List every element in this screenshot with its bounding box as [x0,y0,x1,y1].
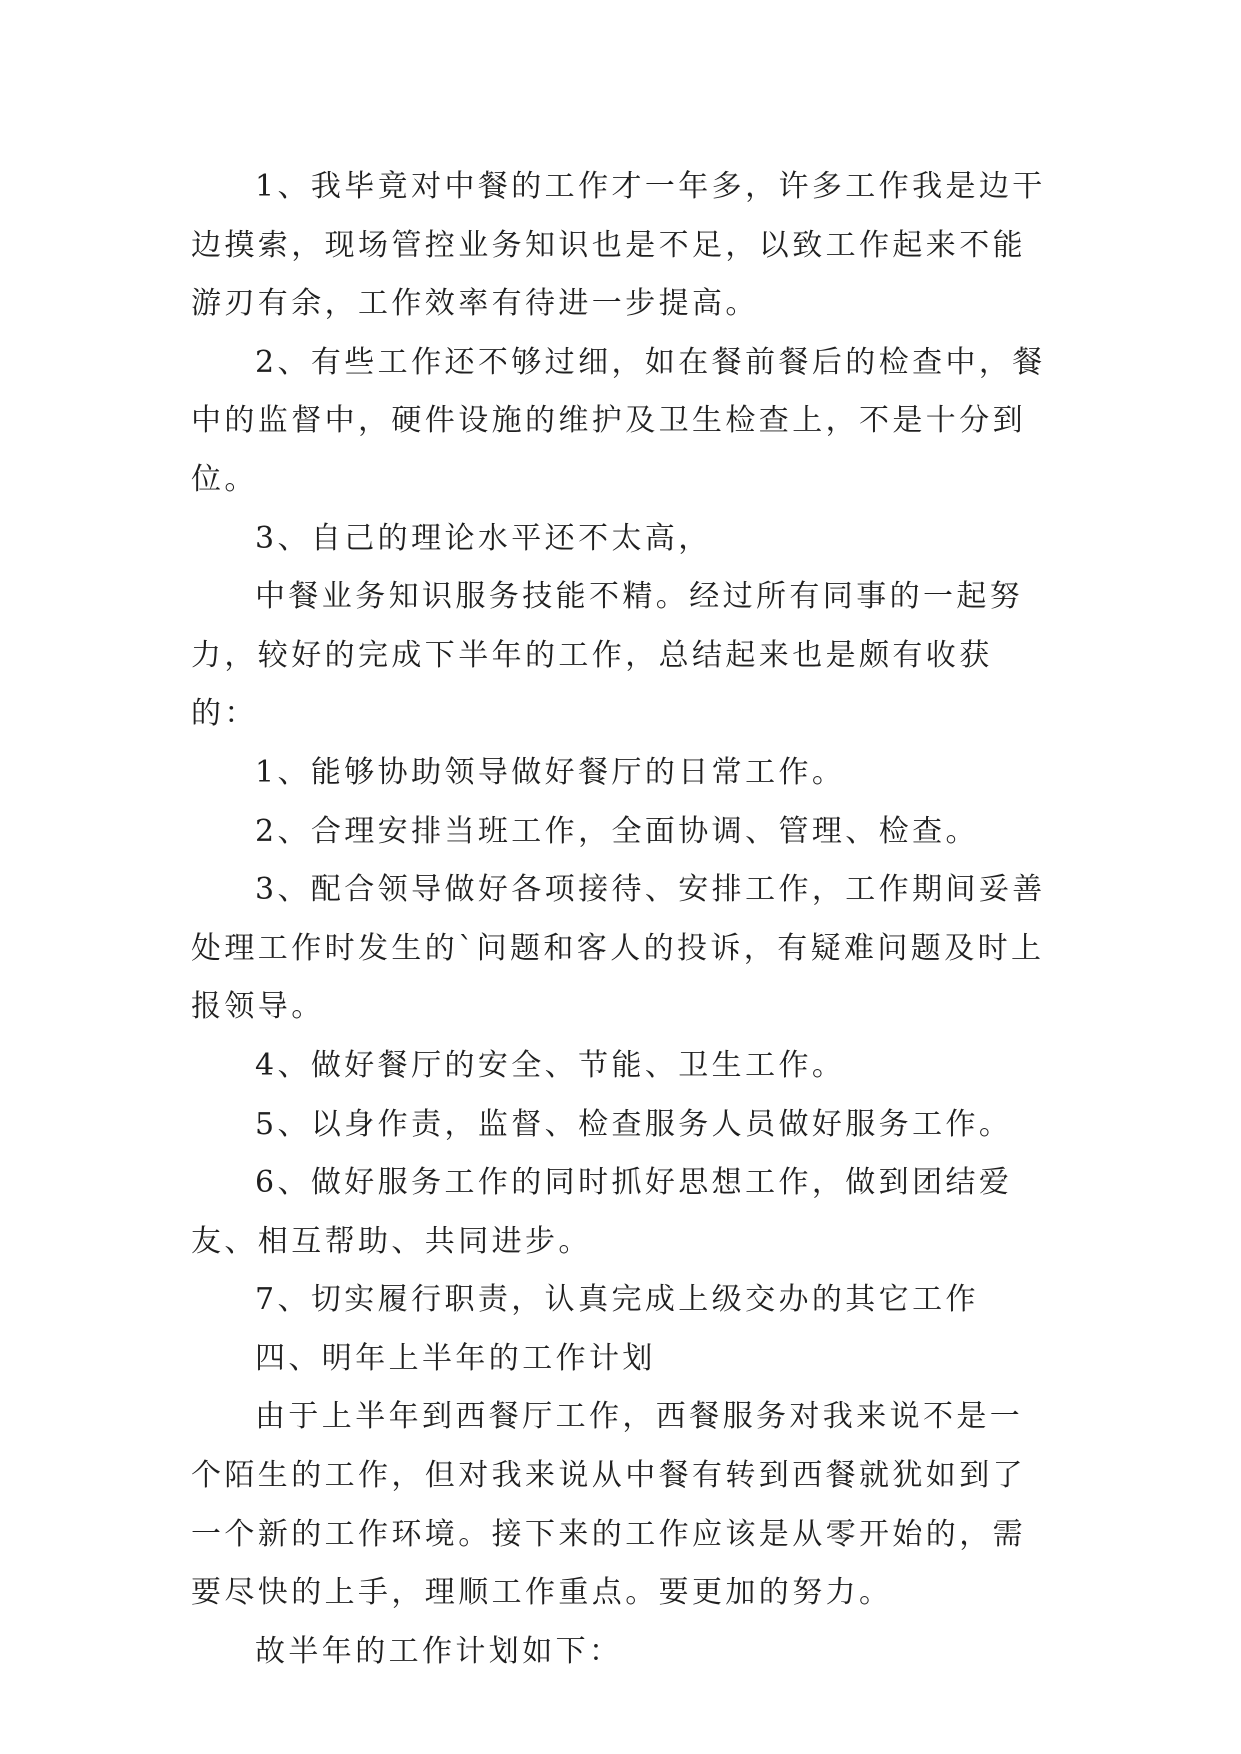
section-heading: 四、明年上半年的工作计划 [255,1340,656,1376]
document-body [191,158,1051,1681]
paragraph: 2、有些工作还不够过细，如在餐前餐后的检查中，餐中的监督中，硬件设施的维护及卫生检查上，不是十分到位。 [191,344,1046,497]
paragraph: 由于上半年到西餐厅工作，西餐服务对我来说不是一个陌生的工作，但对我来说从中餐有转到西餐就犹如到了一个新的工作环境。接下来的工作应该是从零开始的，需要尽快的上手，理顺工作重点。要更加的努力。 [191,1399,1026,1611]
paragraph: 2、合理安排当班工作，全面协调、管理、检查。 [255,813,979,849]
paragraph: 1、能够协助领导做好餐厅的日常工作。 [255,754,846,790]
paragraph: 1、我毕竟对中餐的工作才一年多，许多工作我是边干边摸索，现场管控业务知识也是不足，以致工作起来不能游刃有余，工作效率有待进一步提高。 [191,169,1046,322]
paragraph: 6、做好服务工作的同时抓好思想工作，做到团结爱友、相互帮助、共同进步。 [191,1165,1013,1259]
paragraph: 中餐业务知识服务技能不精。经过所有同事的一起努力，较好的完成下半年的工作，总结起来也是颇有收获的： [191,579,1024,732]
paragraph: 3、自己的理论水平还不太高， [255,520,712,556]
paragraph: 5、以身作责，监督、检查服务人员做好服务工作。 [255,1106,1013,1142]
paragraph: 7、切实履行职责，认真完成上级交办的其它工作 [255,1282,979,1318]
paragraph: 3、配合领导做好各项接待、安排工作，工作期间妥善处理工作时发生的`问题和客人的投诉，有疑难问题及时上报领导。 [191,872,1046,1025]
paragraph: 故半年的工作计划如下： [255,1633,623,1669]
paragraph: 4、做好餐厅的安全、节能、卫生工作。 [255,1047,846,1083]
